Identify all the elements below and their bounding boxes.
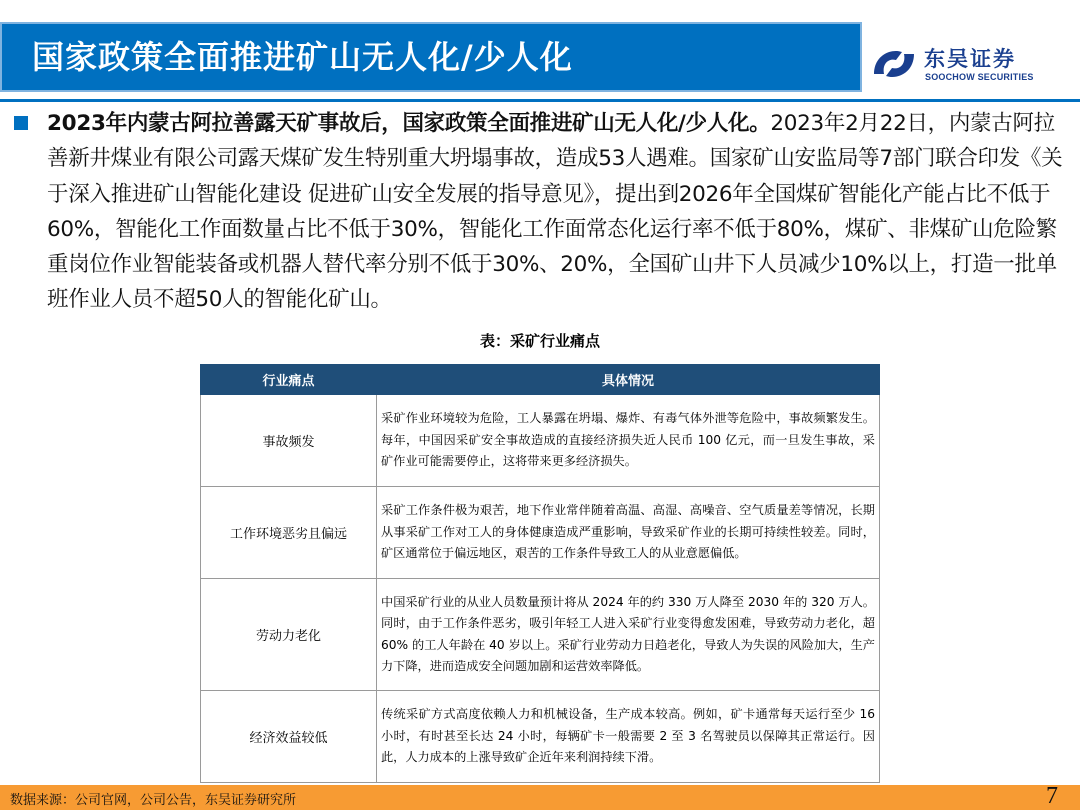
logo-english-name: SOOCHOW SECURITIES [925, 72, 1034, 82]
body-text: 2023年2月22日，内蒙古阿拉善新井煤业有限公司露天煤矿发生特别重大坍塌事故，造成53人遇难。国家矿山安监局等7部门联合印发《关于深入推进矿山智能化建设 促进矿山安全发展的指导意见》，提出到2026年全国煤矿智能化产能占比不低于60%，智能化工作面数量占比不低于30%，智能化工作面常态化运行率不低于80%，煤矿、非煤矿山危险繁重岗位作业智能装备或机器人替代率分别不低于30%、20%，全国矿山井下人员减少10%以上，打造一批单班作业人员不超50人的智能化矿山。 [47, 111, 1063, 313]
detail-cell: 中国采矿行业的从业人员数量预计将从 2024 年的约 330 万人降至 2030 年的 320 万人。同时，由于工作条件恶劣，吸引年轻工人进入采矿行业变得愈发困难，导致劳动力老化，超 60% 的工人年龄在 40 岁以上。采矿行业劳动力日趋老化，导致人为失误的风险加大，生产力下降，进而造成安全问题加剧和运营效率降低。 [377, 579, 880, 691]
table-row [201, 487, 880, 579]
header-divider [0, 99, 1080, 102]
company-logo [870, 40, 1070, 90]
table-row [201, 579, 880, 691]
table-row [201, 691, 880, 783]
soochow-logo-icon [870, 44, 918, 84]
pain-cell: 经济效益较低 [201, 691, 377, 783]
detail-cell: 传统采矿方式高度依赖人力和机械设备，生产成本较高。例如，矿卡通常每天运行至少 16 小时，有时甚至长达 24 小时，每辆矿卡一般需要 2 至 3 名驾驶员以保障其正常运行。因此，人力成本的上涨导致矿企近年来利润持续下滑。 [377, 691, 880, 783]
table-header-row [201, 365, 880, 395]
pain-cell: 工作环境恶劣且偏远 [201, 487, 377, 579]
title-bar [0, 22, 862, 92]
logo-chinese-name: 东吴证券 [924, 47, 1016, 71]
pain-cell: 劳动力老化 [201, 579, 377, 691]
table-caption: 表：采矿行业痛点 [479, 332, 600, 350]
page-number: 7 [1046, 783, 1058, 809]
column-header-pain: 行业痛点 [201, 365, 377, 395]
column-header-detail: 具体情况 [377, 365, 880, 395]
lead-sentence: 2023年内蒙古阿拉善露天矿事故后，国家政策全面推进矿山无人化/少人化。 [47, 111, 771, 136]
pain-points-table [200, 364, 880, 783]
detail-cell: 采矿作业环境较为危险，工人暴露在坍塌、爆炸、有毒气体外泄等危险中，事故频繁发生。每年，中国因采矿安全事故造成的直接经济损失近人民币 100 亿元，而一旦发生事故，采矿作业可能需要停止，这将带来更多经济损失。 [377, 395, 880, 487]
table-row [201, 395, 880, 487]
data-source-note: 数据来源：公司官网，公司公告，东吴证券研究所 [10, 793, 297, 808]
page-title: 国家政策全面推进矿山无人化/少人化 [32, 38, 573, 76]
detail-cell: 采矿工作条件极为艰苦，地下作业常伴随着高温、高湿、高噪音、空气质量差等情况，长期从事采矿工作对工人的身体健康造成严重影响，导致采矿作业的长期可持续性较差。同时，矿区通常位于偏远地区，艰苦的工作条件导致工人的从业意愿偏低。 [377, 487, 880, 579]
footer-bar [0, 785, 1080, 810]
pain-cell: 事故频发 [201, 395, 377, 487]
body-paragraph [47, 106, 1067, 318]
bullet-square-icon [14, 116, 28, 130]
